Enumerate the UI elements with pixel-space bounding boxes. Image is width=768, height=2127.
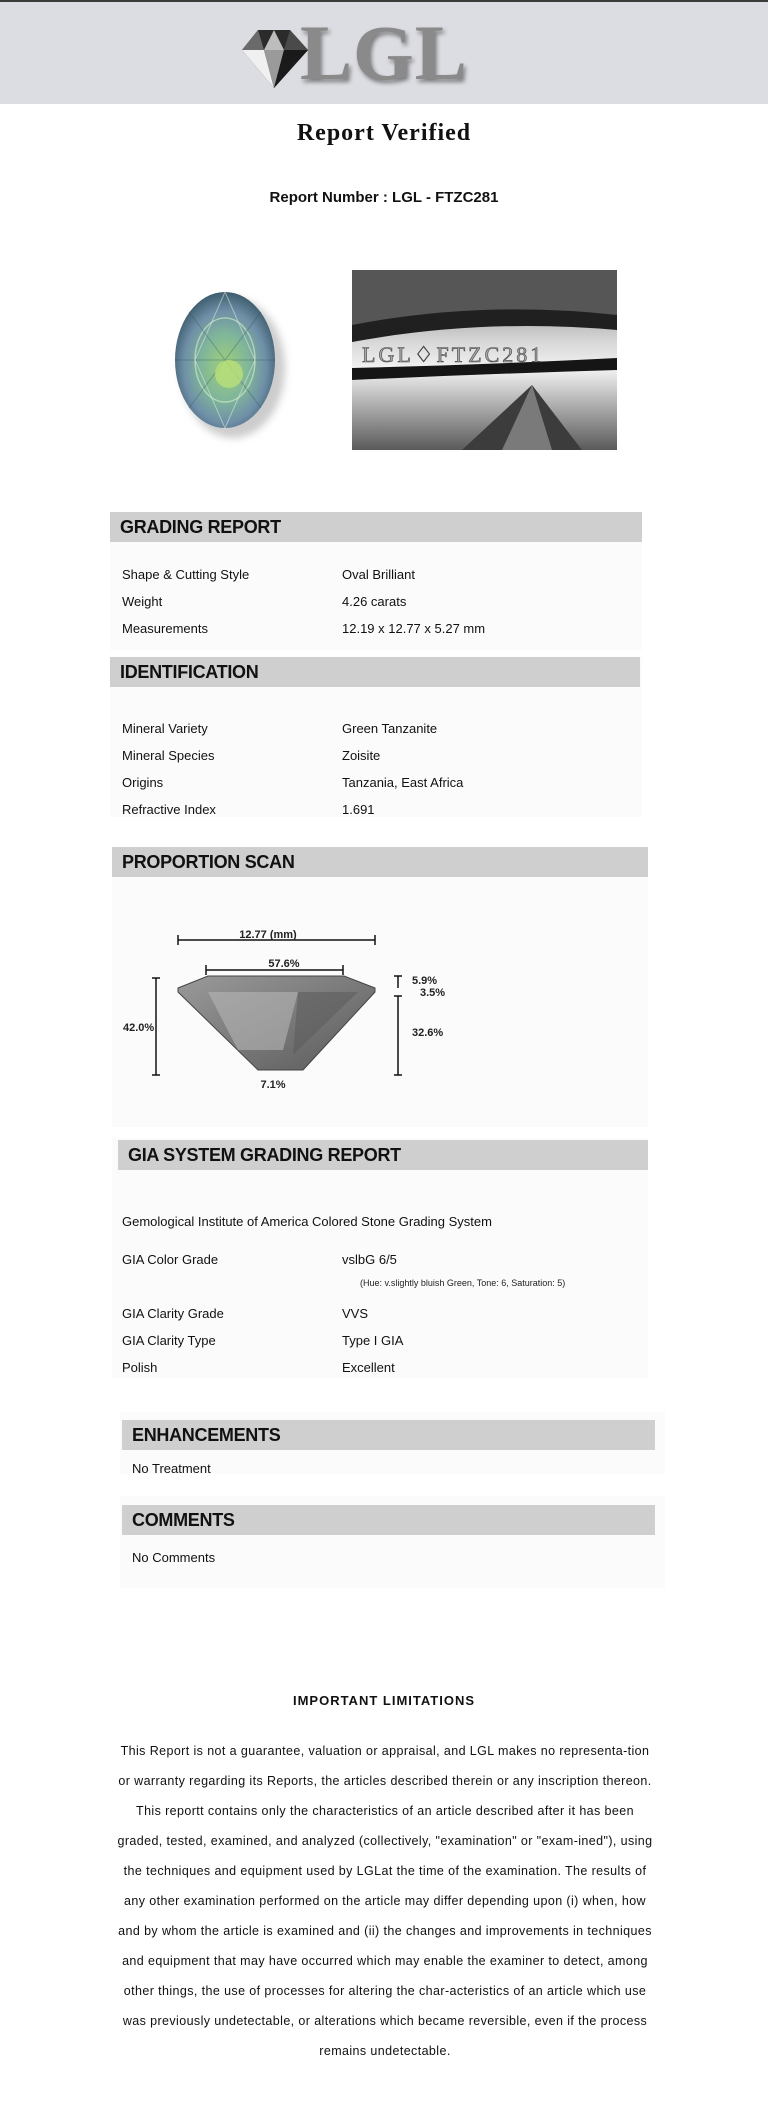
lgl-logo[interactable] [232, 9, 492, 96]
logo-text: LGL [300, 9, 468, 96]
gia-heading: GIA SYSTEM GRADING REPORT [118, 1140, 648, 1170]
girdle-label: 3.5% [420, 987, 446, 999]
enhancements-heading: ENHANCEMENTS [122, 1420, 655, 1450]
identification-heading: IDENTIFICATION [110, 657, 640, 687]
grading-report-section: GRADING REPORT Shape & Cutting Style Oval Brilliant Weight 4.26 carats Measurements 12.19 x 12.77 x 5.27 mm [110, 512, 642, 650]
gia-color-note: (Hue: v.slightly bluish Green, Tone: 6, Saturation: 5) [360, 1278, 566, 1288]
length-label: 12.77 (mm) [239, 929, 297, 941]
proportion-scan-heading: PROPORTION SCAN [112, 847, 648, 877]
gemstone-photo [133, 270, 325, 458]
crown-height-label: 5.9% [412, 975, 438, 987]
identification-section: IDENTIFICATION Mineral Variety Green Tanzanite Mineral Species Zoisite Origins Tanzania, East Africa Refractive Index 1.691 [110, 657, 642, 817]
comments-section: COMMENTS No Comments [120, 1496, 665, 1588]
laser-inscription-photo [352, 270, 617, 450]
enhancements-section: ENHANCEMENTS No Treatment [120, 1412, 665, 1474]
pavilion-depth-label: 32.6% [412, 1027, 444, 1039]
total-depth-label: 42.0% [123, 1022, 155, 1034]
inscription-text: LGL♢FTZC281 [362, 342, 545, 367]
limitations-text: This Report is not a guarantee, valuation or appraisal, and LGL makes no representa-tion or warranty regarding its Reports, the articles described therein or any inscription thereon. This reportt contains only the characteristics of an article described after it has been graded, tested, examined, and analyzed (collectively, "examination" or "exam-ined"), using the techniques and equipment used by LGLat the time of the examination. The results of any other examination performed on the article may differ depending upon (i) when, how and by whom the article is examined and (ii) the changes and improvements in techniques and equipment that may have occurred which may enable the examiner to detect, among other things, the use of processes for altering the char-acteristics of an article which use was previously undetectable, or alterations which became reversible, even if the process remains undetectable. [117, 1744, 653, 2058]
table-label: 57.6% [268, 958, 300, 970]
report-number: Report Number : LGL - FTZC281 [269, 189, 499, 206]
culet-label: 7.1% [260, 1079, 286, 1091]
gia-section: GIA SYSTEM GRADING REPORT Gemological Institute of America Colored Stone Grading System GIA Color Grade vslbG 6/5 (Hue: v.slightly bluish Green, Tone: 6, Saturation: 5) GIA Clarity Grade VVS GIA Clarity Type Type I GIA Polish Excellent [112, 1138, 648, 1378]
page-title: Report Verified [296, 120, 472, 146]
header-banner [0, 2, 768, 104]
comments-heading: COMMENTS [122, 1505, 655, 1535]
proportion-diagram [118, 900, 458, 1100]
limitations-heading: IMPORTANT LIMITATIONS [292, 1693, 476, 1708]
grading-report-heading: GRADING REPORT [110, 512, 642, 542]
